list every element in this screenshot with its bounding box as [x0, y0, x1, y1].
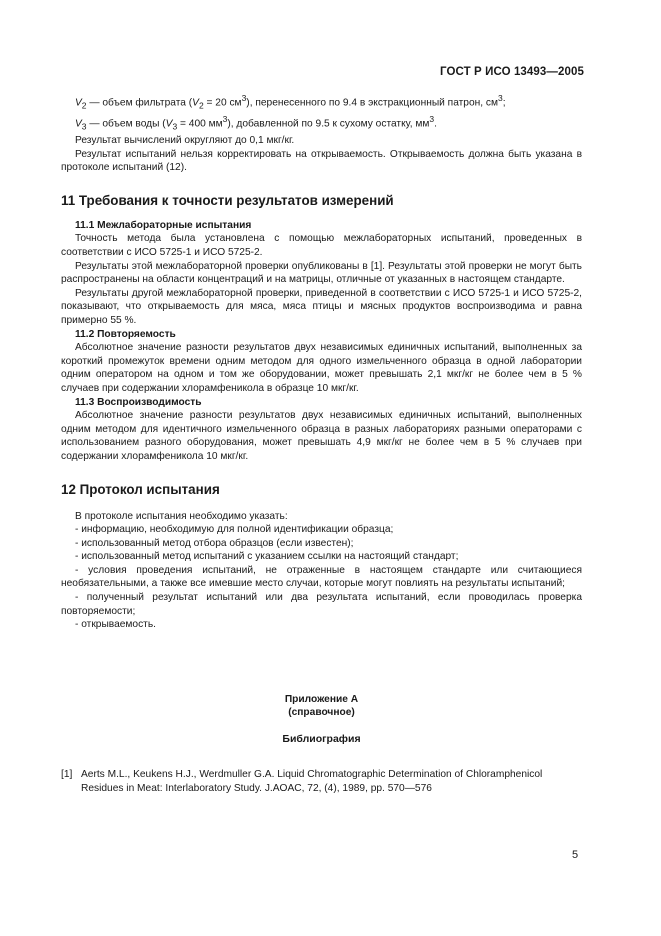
paragraph: Результаты другой межлабораторной проверки, приведенной в соответствии с ИСО 5725-1 и ИСО 5725-2, показывают, что открываемость для мяса, мяса птицы и мясных продуктов воспроизводима и равна примерно 55 %.	[61, 287, 582, 326]
subsection-11-1-title: 11.1 Межлабораторные испытания	[75, 219, 252, 231]
rounding-note: Результат вычислений округляют до 0,1 мкг/кг.	[75, 135, 295, 147]
reference-number: [1]	[61, 769, 73, 780]
subsection-11-2-title: 11.2 Повторяемость	[75, 328, 176, 340]
paragraph: Точность метода была установлена с помощью межлабораторных испытаний, проведенных в соответствии с ИСО 5725-1 и ИСО 5725-2.	[61, 233, 582, 258]
bibliography-title: Библиография	[282, 733, 361, 745]
section-12-title: 12 Протокол испытания	[61, 481, 220, 497]
paragraph: Результаты этой межлабораторной проверки опубликованы в [1]. Результаты этой проверки не могут быть распространены на области концентраций и на матрицы, отличные от указанных в настоящем стандарте.	[61, 260, 582, 286]
v2-symbol: V	[75, 97, 82, 109]
appendix-type: (справочное)	[288, 706, 355, 718]
subsection-11-3-title: 11.3 Воспроизводимость	[75, 396, 202, 408]
v3-definition: $V_3$ — объем воды ($V_3 = 400$ $мм^3$), добавленной по 9.5 к сухому остатку, $мм^3$.	[75, 114, 437, 132]
protocol-intro: В протоколе испытания необходимо указать:	[75, 510, 288, 522]
list-item: - использованный метод испытаний с указанием ссылки на настоящий стандарт;	[75, 551, 459, 563]
v2-definition: $V_2$ — объем фильтрата ($V_2 = 20$ $см^3$), перенесенного по 9.4 в экстракционный патрон, $см^3$;	[75, 93, 506, 111]
list-item: - условия проведения испытаний, не отраженные в настоящем стандарте или считающиеся необязательными, а также все имевшие место случаи, которые могут повлиять на результаты испытаний;	[61, 564, 582, 590]
appendix-label: Приложение А	[284, 694, 359, 705]
v3-symbol: V	[75, 118, 82, 130]
paragraph: Абсолютное значение разности результатов двух независимых единичных испытаний, выполненных за короткий промежуток времени одним методом для одного измельченного образца в одной лаборатории одним оператором на одном и том же оборудовании, может превышать 2,1 мкг/кг не более чем в 5 % случаев при содержании хлорамфеникола в образце 10 мкг/кг.	[61, 342, 582, 394]
paragraph: Абсолютное значение разности результатов двух независимых единичных испытаний, выполненных одним методом для идентичного измельченного образца в разных лабораториях разными операторами с использованием разного оборудования, может превышать 4,9 мкг/кг не более чем в 5 % случаев при содержании хлорамфеникола 10 мкг/кг.	[61, 410, 582, 462]
section-11-title: 11 Требования к точности результатов измерений	[61, 192, 394, 208]
list-item: - использованный метод отбора образцов (если известен);	[75, 537, 354, 549]
reference-item	[61, 768, 582, 795]
page-number: 5	[572, 849, 579, 861]
list-item: - информацию, необходимую для полной идентификации образца;	[75, 524, 394, 536]
appendix-heading	[61, 694, 582, 719]
reference-text: Aerts M.L., Keukens H.J., Werdmuller G.A. Liquid Chromatographic Determination of Chloramphenicol Residues in Meat: Interlaboratory Study. J.AOAC, 72, (4), 1989, pp. 570—576	[81, 769, 543, 794]
list-item: - открываемость.	[75, 619, 156, 631]
main-content	[61, 92, 582, 632]
recovery-note: Результат испытаний нельзя корректировать на открываемость. Открываемость должна быть указана в протоколе испытаний (12).	[61, 148, 582, 174]
document-code: ГОСТ Р ИСО 13493—2005	[440, 66, 585, 78]
list-item: - полученный результат испытаний или два результата испытаний, если проводилась проверка повторяемости;	[61, 592, 582, 617]
